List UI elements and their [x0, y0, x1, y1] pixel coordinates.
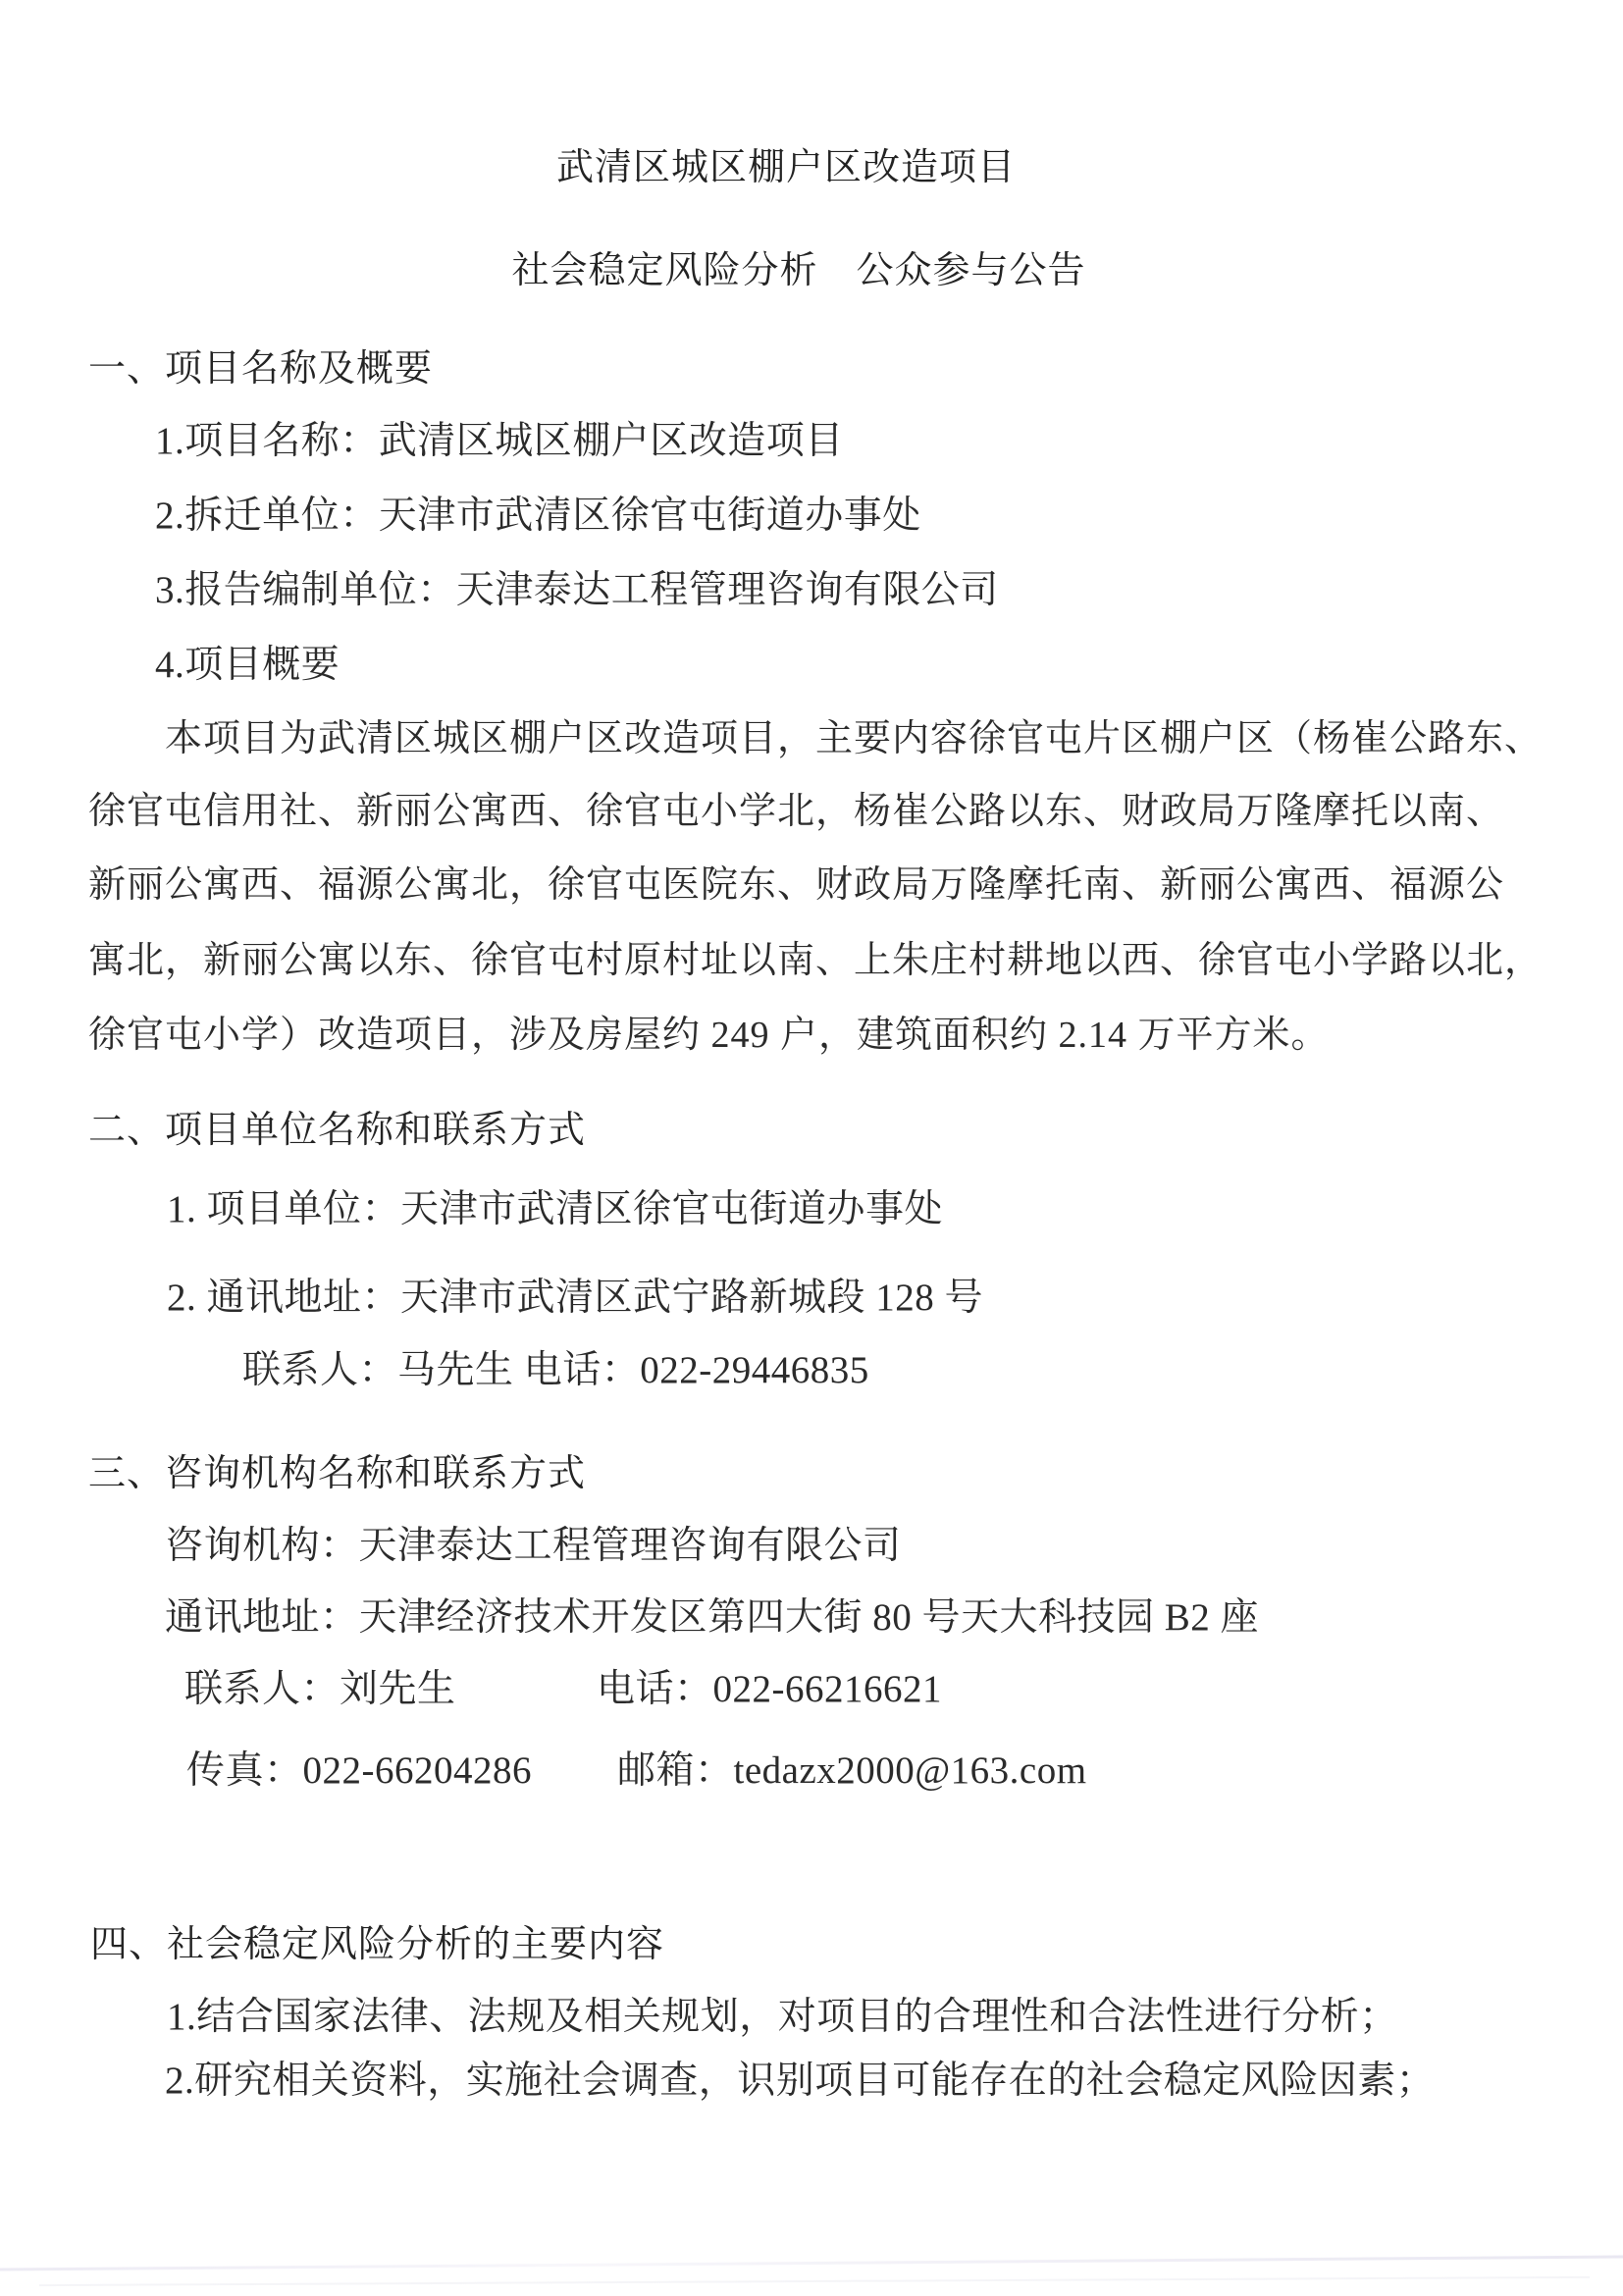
section-4-item: 1.结合国家法律、法规及相关规划，对项目的合理性和合法性进行分析； — [167, 1996, 1398, 2038]
section-2-item: 2. 通讯地址：天津市武清区武宁路新城段 128 号 — [167, 1277, 984, 1319]
paragraph-line: 徐官屯小学）改造项目，涉及房屋约 249 户，建筑面积约 2.14 万平方米。 — [88, 1015, 1330, 1056]
section-4-heading: 四、社会稳定风险分析的主要内容 — [90, 1924, 665, 1965]
section-2-heading: 二、项目单位名称和联系方式 — [88, 1110, 587, 1151]
section-1-heading: 一、项目名称及概要 — [88, 348, 434, 390]
paragraph-line: 徐官屯信用社、新丽公寓西、徐官屯小学北，杨崔公路以东、财政局万隆摩托以南、 — [88, 791, 1505, 832]
consulting-contact-name: 联系人：刘先生 — [184, 1668, 456, 1710]
paragraph-line: 本项目为武清区城区棚户区改造项目，主要内容徐官屯片区棚户区（杨崔公路东、 — [165, 718, 1544, 759]
section-2-item: 1. 项目单位：天津市武清区徐官屯街道办事处 — [167, 1188, 944, 1230]
document-title: 武清区城区棚户区改造项目 — [555, 147, 1016, 188]
consulting-email: 邮箱：tedazx2000@163.com — [617, 1749, 1087, 1792]
consulting-fax: 传真：022-66204286 — [186, 1749, 532, 1792]
scan-artifact-streak — [39, 2276, 1590, 2286]
section-2-contact-line: 联系人：马先生 电话：022-29446835 — [242, 1349, 869, 1391]
section-1-item: 3.报告编制单位：天津泰达工程管理咨询有限公司 — [155, 569, 999, 611]
section-4-item: 2.研究相关资料，实施社会调查，识别项目可能存在的社会稳定风险因素； — [165, 2060, 1436, 2102]
section-3-heading: 三、咨询机构名称和联系方式 — [88, 1453, 587, 1494]
consulting-address-line: 通讯地址：天津经济技术开发区第四大街 80 号天大科技园 B2 座 — [165, 1596, 1260, 1639]
section-1-item: 1.项目名称：武清区城区棚户区改造项目 — [155, 420, 844, 462]
consulting-contact-phone: 电话：022-66216621 — [597, 1668, 942, 1710]
section-1-item: 2.拆迁单位：天津市武清区徐官屯街道办事处 — [155, 495, 921, 537]
section-1-item: 4.项目概要 — [155, 644, 340, 686]
document-subtitle: 社会稳定风险分析 公众参与公告 — [511, 250, 1086, 291]
scan-artifact-streak — [0, 2255, 1623, 2270]
consulting-agency-line: 咨询机构：天津泰达工程管理咨询有限公司 — [165, 1525, 902, 1567]
paragraph-line: 新丽公寓西、福源公寓北，徐官屯医院东、财政局万隆摩托南、新丽公寓西、福源公 — [88, 864, 1505, 906]
paragraph-line: 寓北，新丽公寓以东、徐官屯村原村址以南、上朱庄村耕地以西、徐官屯小学路以北， — [88, 940, 1544, 981]
